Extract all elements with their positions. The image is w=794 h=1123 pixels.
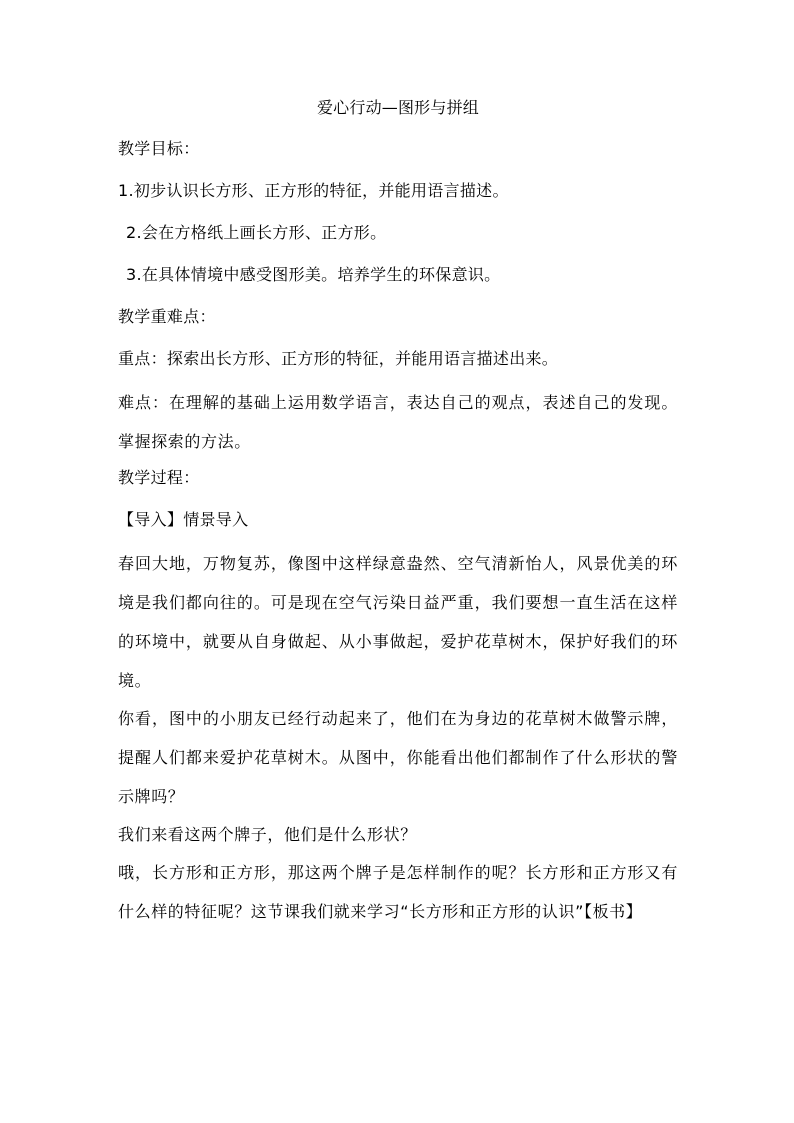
difficult-point: 难点：在理解的基础上运用数学语言，表达自己的观点，表述自己的发现。掌握探索的方法。 (118, 393, 678, 451)
body-paragraph: 你看，图中的小朋友已经行动起来了，他们在为身边的花草树木做警示牌，提醒人们都来爱护花草树木。从图中，你能看出他们都制作了什么形状的警示牌吗？ (118, 709, 678, 806)
body-paragraph: 春回大地，万物复苏，像图中这样绿意盎然、空气清新怡人，风景优美的环境是我们都向往的。可是现在空气污染日益严重，我们要想一直生活在这样的环境中，就要从自身做起、从小事做起，爱护花草树木，保护好我们的环境。 (118, 554, 678, 690)
objective-item: 3.在具体情境中感受图形美。培养学生的环保意识。 (126, 265, 501, 284)
objectives-heading: 教学目标： (118, 139, 200, 158)
key-points-heading: 教学重难点： (118, 307, 216, 326)
body-paragraph: 我们来看这两个牌子，他们是什么形状？ (118, 825, 417, 844)
process-heading: 教学过程： (118, 468, 200, 487)
objective-item: 1.初步认识长方形、正方形的特征，并能用语言描述。 (118, 181, 509, 200)
key-point: 重点：探索出长方形、正方形的特征，并能用语言描述出来。 (118, 349, 559, 368)
document-title: 爱心行动—图形与拼组 (316, 98, 479, 117)
objective-item: 2.会在方格纸上画长方形、正方形。 (126, 223, 387, 242)
body-paragraph: 哦，长方形和正方形，那这两个牌子是怎样制作的呢？长方形和正方形又有什么样的特征呢？这节课我们就来学习“长方形和正方形的认识”【板书】 (118, 863, 678, 921)
document-body (118, 98, 678, 937)
intro-heading: 【导入】情景导入 (118, 510, 249, 529)
